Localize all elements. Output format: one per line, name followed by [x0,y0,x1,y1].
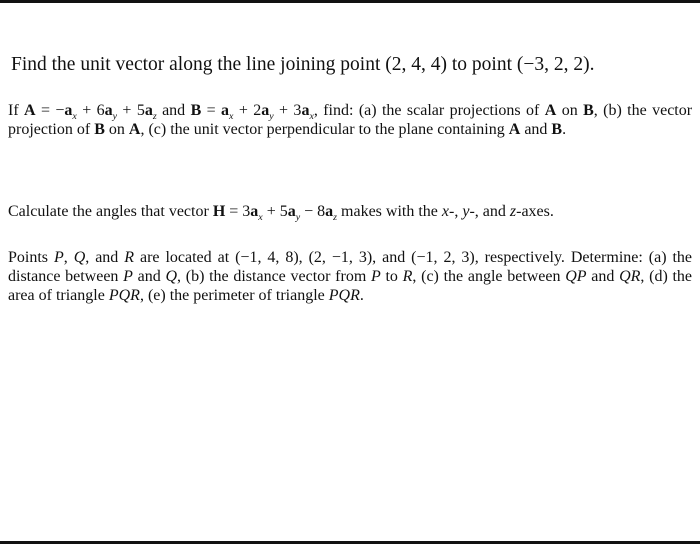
vector-B: B [190,102,202,119]
problem-direction-angles: Calculate the angles that vector $H = 3a_x + 5a_y - 8a_z$ makes with the x-, y-, and z-axes. [8,203,554,224]
top-border [0,0,700,3]
problem-unit-vector: Find the unit vector along the line joining point (2, 4, 4) to point (−3, 2, 2). [11,54,595,75]
problem-triangle-pqr: Points P, Q, and R are located at (−1, 4, 8), (2, −1, 3), and (−1, 2, 3), respectively. Determine: (a) the distance between P and Q, (b) the distance vector from P to R, (c) the angle between QP and QR, (d) the area of triangle PQR, (e) the perimeter of triangle PQR. [8,249,693,304]
bottom-border [0,541,700,544]
vector-A: A [24,102,36,119]
vector-H: H [212,203,226,220]
problem-vector-projection: If $A = -a_x + 6a_y + 5a_z$ and $B = a_x + 2a_y + 3a_x$, find: (a) the scalar projections of A on B, (b) the vector projection of B on A, (c) the unit vector perpendicular to the plane containing A and B. [8,102,693,138]
